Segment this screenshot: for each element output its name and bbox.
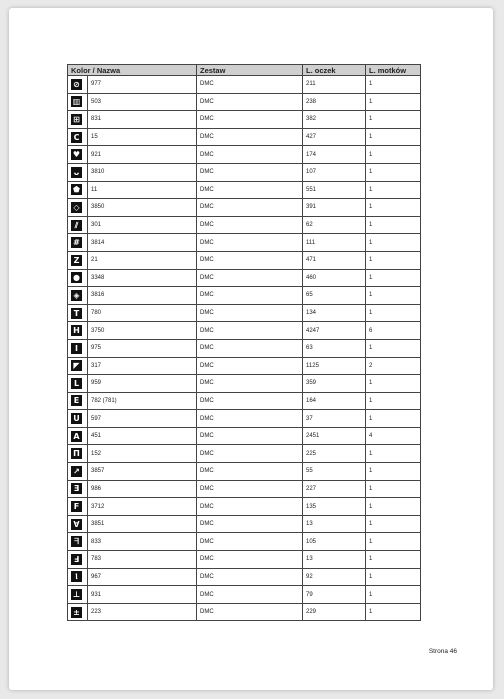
skein-count-cell: 1 — [366, 568, 421, 586]
stitch-count-cell: 227 — [303, 480, 366, 498]
set-cell: DMC — [197, 533, 303, 551]
symbol-cell — [68, 480, 88, 498]
letter-a-icon: A — [71, 431, 82, 442]
stitch-count-cell: 551 — [303, 181, 366, 199]
table-row — [68, 568, 421, 586]
boxed-bars-icon: ▥ — [72, 97, 81, 107]
symbol-cell — [68, 111, 88, 129]
set-cell: DMC — [197, 603, 303, 621]
skein-count-cell: 2 — [366, 357, 421, 375]
table-row — [68, 463, 421, 481]
header-zestaw: Zestaw — [197, 65, 303, 76]
skein-count-cell: 1 — [366, 269, 421, 287]
skein-count-cell: 1 — [366, 93, 421, 111]
set-cell: DMC — [197, 322, 303, 340]
set-cell: DMC — [197, 234, 303, 252]
table-row — [68, 515, 421, 533]
smile-icon: ᴗ — [71, 167, 82, 178]
symbol-cell — [68, 392, 88, 410]
table-row — [68, 287, 421, 305]
table-row — [68, 146, 421, 164]
set-cell: DMC — [197, 304, 303, 322]
color-name-cell: 152 — [88, 445, 197, 463]
table-row — [68, 93, 421, 111]
table-row — [68, 216, 421, 234]
table-row — [68, 76, 421, 94]
table-header-row — [68, 65, 421, 76]
color-name-cell: 3857 — [88, 463, 197, 481]
grid-square-icon: ⊞ — [71, 114, 82, 125]
skein-count-cell: 1 — [366, 586, 421, 604]
color-name-cell: 959 — [88, 375, 197, 393]
skein-count-cell: 1 — [366, 304, 421, 322]
stitch-count-cell: 471 — [303, 251, 366, 269]
stitch-count-cell: 111 — [303, 234, 366, 252]
letter-n-icon: Π — [71, 448, 82, 459]
color-name-cell: 301 — [88, 216, 197, 234]
symbol-cell — [68, 93, 88, 111]
table-row — [68, 181, 421, 199]
table-row — [68, 410, 421, 428]
color-name-cell: 503 — [88, 93, 197, 111]
symbol-cell — [68, 199, 88, 217]
color-name-cell: 3348 — [88, 269, 197, 287]
set-cell: DMC — [197, 181, 303, 199]
color-name-cell: 3750 — [88, 322, 197, 340]
symbol-cell — [68, 322, 88, 340]
table-row — [68, 498, 421, 516]
stitch-count-cell: 4247 — [303, 322, 366, 340]
color-name-cell: 782 (781) — [88, 392, 197, 410]
set-cell: DMC — [197, 251, 303, 269]
stitch-count-cell: 229 — [303, 603, 366, 621]
symbol-cell — [68, 304, 88, 322]
set-cell: DMC — [197, 199, 303, 217]
stitch-count-cell: 174 — [303, 146, 366, 164]
stitch-count-cell: 135 — [303, 498, 366, 516]
stitch-count-cell: 225 — [303, 445, 366, 463]
letter-h-icon: H — [71, 325, 82, 336]
set-cell: DMC — [197, 410, 303, 428]
symbol-cell — [68, 445, 88, 463]
symbol-cell — [68, 586, 88, 604]
skein-count-cell: 1 — [366, 111, 421, 129]
symbol-cell — [68, 410, 88, 428]
document-page — [9, 8, 493, 690]
stitch-count-cell: 211 — [303, 76, 366, 94]
color-name-cell: 780 — [88, 304, 197, 322]
stitch-count-cell: 427 — [303, 128, 366, 146]
heart-icon: ♥ — [72, 150, 81, 160]
skein-count-cell: 1 — [366, 480, 421, 498]
letter-t-icon: T — [71, 308, 82, 319]
letter-c-icon: C — [71, 132, 82, 143]
symbol-cell — [68, 515, 88, 533]
color-name-cell: 967 — [88, 568, 197, 586]
color-name-cell: 3810 — [88, 163, 197, 181]
color-name-cell: 223 — [88, 603, 197, 621]
header-l-oczek: L. oczek — [303, 65, 366, 76]
color-name-cell: 21 — [88, 251, 197, 269]
stitch-count-cell: 65 — [303, 287, 366, 305]
stitch-count-cell: 391 — [303, 199, 366, 217]
stitch-count-cell: 359 — [303, 375, 366, 393]
letter-l-icon: L — [71, 378, 82, 389]
symbol-cell — [68, 568, 88, 586]
symbol-cell — [68, 269, 88, 287]
color-name-cell: 783 — [88, 551, 197, 569]
table-row — [68, 269, 421, 287]
set-cell: DMC — [197, 269, 303, 287]
arrow-upright-icon: ↗ — [71, 466, 82, 477]
set-cell: DMC — [197, 551, 303, 569]
symbol-cell — [68, 375, 88, 393]
stitch-count-cell: 13 — [303, 515, 366, 533]
skein-count-cell: 1 — [366, 533, 421, 551]
color-name-cell: 597 — [88, 410, 197, 428]
set-cell: DMC — [197, 128, 303, 146]
symbol-cell — [68, 128, 88, 146]
table-row — [68, 445, 421, 463]
symbol-cell — [68, 146, 88, 164]
skein-count-cell: 1 — [366, 515, 421, 533]
set-cell: DMC — [197, 463, 303, 481]
header-l-motkow: L. motków — [366, 65, 421, 76]
symbol-cell — [68, 498, 88, 516]
symbol-cell — [68, 234, 88, 252]
floss-table — [67, 64, 421, 621]
color-name-cell: 3851 — [88, 515, 197, 533]
up-tack-icon: ⊥ — [72, 590, 81, 600]
skein-count-cell: 1 — [366, 339, 421, 357]
skein-count-cell: 1 — [366, 216, 421, 234]
pentagon-icon: ⬟ — [71, 184, 82, 195]
set-cell: DMC — [197, 480, 303, 498]
skein-count-cell: 1 — [366, 463, 421, 481]
color-name-cell: 986 — [88, 480, 197, 498]
diamond-dot-icon: ◈ — [71, 290, 82, 301]
table-row — [68, 234, 421, 252]
diamond-outline-icon: ◇ — [71, 202, 82, 213]
inverted-a-icon: Ɐ — [71, 519, 82, 530]
table-row — [68, 163, 421, 181]
color-name-cell: 831 — [88, 111, 197, 129]
symbol-cell — [68, 533, 88, 551]
color-name-cell: 975 — [88, 339, 197, 357]
stitch-count-cell: 2451 — [303, 427, 366, 445]
set-cell: DMC — [197, 392, 303, 410]
symbol-cell — [68, 76, 88, 94]
table-row — [68, 551, 421, 569]
symbol-cell — [68, 427, 88, 445]
double-slash-icon: ⫽ — [71, 220, 82, 231]
table-row — [68, 251, 421, 269]
stitch-count-cell: 134 — [303, 304, 366, 322]
skein-count-cell: 1 — [366, 199, 421, 217]
table-row — [68, 357, 421, 375]
stitch-count-cell: 55 — [303, 463, 366, 481]
stitch-count-cell: 382 — [303, 111, 366, 129]
symbol-cell — [68, 603, 88, 621]
symbol-cell — [68, 287, 88, 305]
stitch-count-cell: 238 — [303, 93, 366, 111]
stitch-count-cell: 460 — [303, 269, 366, 287]
color-name-cell: 317 — [88, 357, 197, 375]
letter-f-icon: F — [71, 501, 82, 512]
stitch-count-cell: 92 — [303, 568, 366, 586]
inverted-f-icon: Ⅎ — [71, 554, 82, 565]
set-cell: DMC — [197, 498, 303, 516]
i-beam-icon: Ⲓ — [71, 571, 82, 582]
stitch-count-cell: 63 — [303, 339, 366, 357]
symbol-cell — [68, 216, 88, 234]
skein-count-cell: 1 — [366, 498, 421, 516]
skein-count-cell: 1 — [366, 146, 421, 164]
skein-count-cell: 1 — [366, 375, 421, 393]
color-name-cell: 451 — [88, 427, 197, 445]
table-row — [68, 603, 421, 621]
table-row — [68, 375, 421, 393]
color-name-cell: 3814 — [88, 234, 197, 252]
color-name-cell: 11 — [88, 181, 197, 199]
skein-count-cell: 1 — [366, 445, 421, 463]
set-cell: DMC — [197, 568, 303, 586]
set-cell: DMC — [197, 216, 303, 234]
set-cell: DMC — [197, 515, 303, 533]
letter-e-icon: E — [71, 395, 82, 406]
color-name-cell: 3712 — [88, 498, 197, 516]
color-name-cell: 3816 — [88, 287, 197, 305]
table-row — [68, 304, 421, 322]
skein-count-cell: 1 — [366, 551, 421, 569]
color-name-cell: 977 — [88, 76, 197, 94]
plus-minus-icon: ± — [71, 607, 82, 618]
symbol-cell — [68, 181, 88, 199]
skein-count-cell: 1 — [366, 392, 421, 410]
set-cell: DMC — [197, 357, 303, 375]
page-number: Strona 46 — [428, 648, 457, 655]
table-row — [68, 128, 421, 146]
color-name-cell: 931 — [88, 586, 197, 604]
symbol-cell — [68, 251, 88, 269]
skein-count-cell: 4 — [366, 427, 421, 445]
set-cell: DMC — [197, 375, 303, 393]
set-cell: DMC — [197, 445, 303, 463]
hash-icon: # — [71, 237, 82, 248]
skein-count-cell: 1 — [366, 234, 421, 252]
set-cell: DMC — [197, 163, 303, 181]
set-cell: DMC — [197, 93, 303, 111]
stitch-count-cell: 13 — [303, 551, 366, 569]
symbol-cell — [68, 551, 88, 569]
set-cell: DMC — [197, 427, 303, 445]
set-cell: DMC — [197, 111, 303, 129]
skein-count-cell: 1 — [366, 163, 421, 181]
table-row — [68, 322, 421, 340]
set-cell: DMC — [197, 339, 303, 357]
skein-count-cell: 1 — [366, 410, 421, 428]
table-row — [68, 533, 421, 551]
color-name-cell: 833 — [88, 533, 197, 551]
set-cell: DMC — [197, 586, 303, 604]
set-cell: DMC — [197, 76, 303, 94]
header-kolor-nazwa: Kolor / Nazwa — [68, 65, 197, 76]
set-cell: DMC — [197, 146, 303, 164]
stitch-count-cell: 1125 — [303, 357, 366, 375]
symbol-cell — [68, 357, 88, 375]
letter-u-icon: U — [71, 413, 82, 424]
stitch-count-cell: 164 — [303, 392, 366, 410]
reversed-e-icon: Ǝ — [71, 483, 82, 494]
table-row — [68, 111, 421, 129]
table-row — [68, 427, 421, 445]
table-row — [68, 199, 421, 217]
color-name-cell: 3850 — [88, 199, 197, 217]
symbol-cell — [68, 163, 88, 181]
set-cell: DMC — [197, 287, 303, 305]
skein-count-cell: 1 — [366, 251, 421, 269]
table-row — [68, 392, 421, 410]
table-row — [68, 480, 421, 498]
letter-i-icon: I — [71, 343, 82, 354]
reversed-f-icon: ᖷ — [71, 536, 82, 547]
skein-count-cell: 6 — [366, 322, 421, 340]
symbol-cell — [68, 339, 88, 357]
stitch-count-cell: 79 — [303, 586, 366, 604]
stitch-count-cell: 62 — [303, 216, 366, 234]
table-row — [68, 586, 421, 604]
skein-count-cell: 1 — [366, 287, 421, 305]
symbol-cell — [68, 463, 88, 481]
skein-count-cell: 1 — [366, 181, 421, 199]
stitch-count-cell: 37 — [303, 410, 366, 428]
triangle-corner-icon: ◤ — [71, 360, 82, 371]
stitch-count-cell: 107 — [303, 163, 366, 181]
color-name-cell: 921 — [88, 146, 197, 164]
skein-count-cell: 1 — [366, 128, 421, 146]
stitch-count-cell: 105 — [303, 533, 366, 551]
color-name-cell: 15 — [88, 128, 197, 146]
table-row — [68, 339, 421, 357]
letter-z-icon: Z — [71, 255, 82, 266]
skein-count-cell: 1 — [366, 76, 421, 94]
slashed-circle-icon: ⊘ — [71, 79, 82, 90]
dot-icon: ● — [71, 272, 82, 283]
skein-count-cell: 1 — [366, 603, 421, 621]
